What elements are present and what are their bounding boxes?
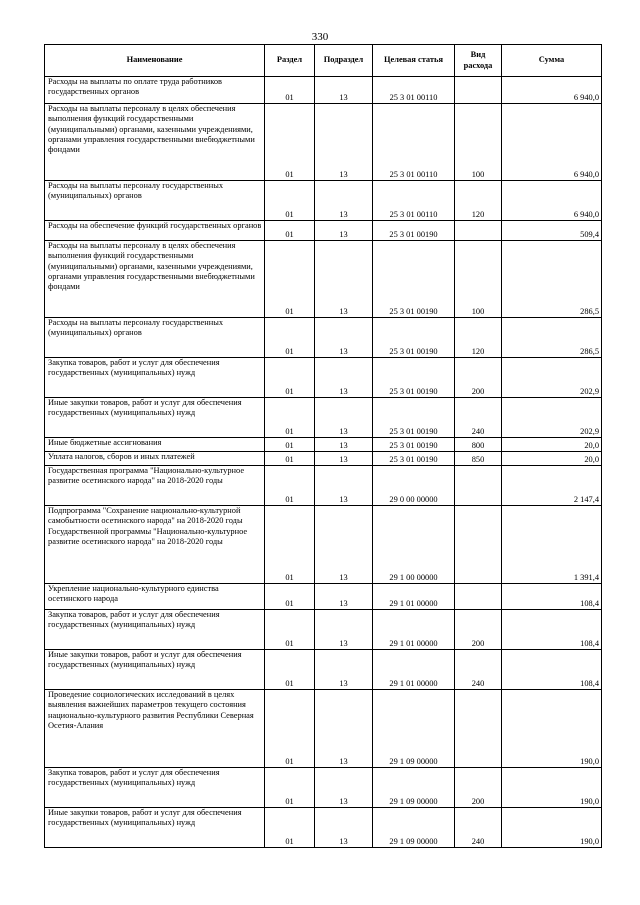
row-name: Расходы на выплаты персоналу государственных (муниципальных) органов [45, 318, 265, 358]
table-row [45, 398, 602, 438]
row-razdel: 01 [265, 466, 315, 506]
row-sum: 6 940,0 [502, 181, 602, 221]
row-target-article: 25 3 01 00190 [373, 452, 455, 466]
row-target-article: 29 1 00 00000 [373, 506, 455, 584]
table-row [45, 452, 602, 466]
row-razdel: 01 [265, 768, 315, 808]
row-name: Иные бюджетные ассигнования [45, 438, 265, 452]
row-expense-type [455, 77, 502, 104]
row-expense-type: 120 [455, 181, 502, 221]
row-name: Расходы на выплаты персоналу государственных (муниципальных) органов [45, 181, 265, 221]
table-row [45, 181, 602, 221]
row-name: Расходы на обеспечение функций государственных органов [45, 221, 265, 241]
row-name: Уплата налогов, сборов и иных платежей [45, 452, 265, 466]
row-sum: 6 940,0 [502, 104, 602, 181]
row-razdel: 01 [265, 610, 315, 650]
row-name: Иные закупки товаров, работ и услуг для обеспечения государственных (муниципальных) нужд [45, 398, 265, 438]
row-sum: 20,0 [502, 452, 602, 466]
table-row [45, 690, 602, 768]
row-podrazdel: 13 [315, 610, 373, 650]
table-row [45, 358, 602, 398]
row-razdel: 01 [265, 584, 315, 610]
row-target-article: 25 3 01 00110 [373, 104, 455, 181]
row-name: Государственная программа "Национально-культурное развитие осетинского народа" на 2018-2020 годы [45, 466, 265, 506]
row-expense-type [455, 506, 502, 584]
header-target-article: Целевая статья [373, 45, 455, 77]
row-name: Укрепление национально-культурного единства осетинского народа [45, 584, 265, 610]
row-expense-type [455, 690, 502, 768]
row-podrazdel: 13 [315, 438, 373, 452]
row-name: Иные закупки товаров, работ и услуг для обеспечения государственных (муниципальных) нужд [45, 650, 265, 690]
row-podrazdel: 13 [315, 358, 373, 398]
row-podrazdel: 13 [315, 318, 373, 358]
table-row [45, 104, 602, 181]
row-target-article: 29 1 01 00000 [373, 650, 455, 690]
row-expense-type: 800 [455, 438, 502, 452]
table-row [45, 610, 602, 650]
table-row [45, 241, 602, 318]
table-row [45, 506, 602, 584]
row-razdel: 01 [265, 690, 315, 768]
row-name: Закупка товаров, работ и услуг для обеспечения государственных (муниципальных) нужд [45, 358, 265, 398]
table-header-row [45, 45, 602, 77]
row-expense-type [455, 584, 502, 610]
row-sum: 202,9 [502, 358, 602, 398]
row-expense-type [455, 466, 502, 506]
row-expense-type: 100 [455, 241, 502, 318]
row-expense-type: 200 [455, 610, 502, 650]
row-target-article: 29 1 01 00000 [373, 610, 455, 650]
row-podrazdel: 13 [315, 221, 373, 241]
row-razdel: 01 [265, 452, 315, 466]
row-target-article: 25 3 01 00190 [373, 438, 455, 452]
row-expense-type: 200 [455, 768, 502, 808]
row-expense-type [455, 221, 502, 241]
table-row [45, 650, 602, 690]
row-target-article: 25 3 01 00190 [373, 398, 455, 438]
row-target-article: 29 1 09 00000 [373, 808, 455, 848]
row-sum: 6 940,0 [502, 77, 602, 104]
header-name: Наименование [45, 45, 265, 77]
row-expense-type: 850 [455, 452, 502, 466]
row-razdel: 01 [265, 221, 315, 241]
row-razdel: 01 [265, 808, 315, 848]
row-podrazdel: 13 [315, 104, 373, 181]
row-target-article: 29 1 09 00000 [373, 768, 455, 808]
row-target-article: 29 1 01 00000 [373, 584, 455, 610]
table-row [45, 318, 602, 358]
row-podrazdel: 13 [315, 241, 373, 318]
table-row [45, 466, 602, 506]
row-target-article: 25 3 01 00190 [373, 221, 455, 241]
row-name: Расходы на выплаты персоналу в целях обеспечения выполнения функций государственными (муниципальными) органами, казенными учреждениями, органами управления государственными внебюджетными фондами [45, 104, 265, 181]
row-sum: 202,9 [502, 398, 602, 438]
page-number: 330 [311, 31, 329, 43]
row-razdel: 01 [265, 358, 315, 398]
row-sum: 286,5 [502, 318, 602, 358]
row-sum: 190,0 [502, 768, 602, 808]
row-target-article: 25 3 01 00190 [373, 318, 455, 358]
row-name: Расходы на выплаты персоналу в целях обеспечения выполнения функций государственными (муниципальными) органами, казенными учреждениями, органами управления государственными внебюджетными фондами [45, 241, 265, 318]
row-sum: 20,0 [502, 438, 602, 452]
row-target-article: 29 0 00 00000 [373, 466, 455, 506]
row-podrazdel: 13 [315, 506, 373, 584]
row-target-article: 29 1 09 00000 [373, 690, 455, 768]
row-name: Закупка товаров, работ и услуг для обеспечения государственных (муниципальных) нужд [45, 610, 265, 650]
row-sum: 190,0 [502, 690, 602, 768]
table-row [45, 438, 602, 452]
row-razdel: 01 [265, 506, 315, 584]
header-razdel: Раздел [265, 45, 315, 77]
row-sum: 509,4 [502, 221, 602, 241]
header-sum: Сумма [502, 45, 602, 77]
row-razdel: 01 [265, 650, 315, 690]
row-razdel: 01 [265, 104, 315, 181]
row-razdel: 01 [265, 438, 315, 452]
row-podrazdel: 13 [315, 808, 373, 848]
row-expense-type: 100 [455, 104, 502, 181]
row-target-article: 25 3 01 00190 [373, 358, 455, 398]
row-name: Расходы на выплаты по оплате труда работников государственных органов [45, 77, 265, 104]
row-razdel: 01 [265, 77, 315, 104]
row-sum: 2 147,4 [502, 466, 602, 506]
row-razdel: 01 [265, 241, 315, 318]
row-name: Проведение социологических исследований в целях выявления важнейших параметров текущего состояния национально-культурного развития Республики Северная Осетия-Алания [45, 690, 265, 768]
row-expense-type: 240 [455, 650, 502, 690]
row-expense-type: 120 [455, 318, 502, 358]
table-row [45, 808, 602, 848]
row-target-article: 25 3 01 00110 [373, 181, 455, 221]
row-podrazdel: 13 [315, 398, 373, 438]
row-target-article: 25 3 01 00110 [373, 77, 455, 104]
row-sum: 190,0 [502, 808, 602, 848]
row-sum: 108,4 [502, 584, 602, 610]
table-row [45, 77, 602, 104]
budget-table [44, 44, 602, 848]
row-podrazdel: 13 [315, 181, 373, 221]
table-row [45, 221, 602, 241]
row-podrazdel: 13 [315, 690, 373, 768]
row-expense-type: 240 [455, 398, 502, 438]
row-razdel: 01 [265, 318, 315, 358]
row-target-article: 25 3 01 00190 [373, 241, 455, 318]
table-row [45, 768, 602, 808]
row-podrazdel: 13 [315, 768, 373, 808]
row-expense-type: 200 [455, 358, 502, 398]
row-podrazdel: 13 [315, 466, 373, 506]
row-podrazdel: 13 [315, 650, 373, 690]
row-razdel: 01 [265, 181, 315, 221]
header-expense-type: Вид расхода [455, 45, 502, 77]
row-podrazdel: 13 [315, 452, 373, 466]
row-expense-type: 240 [455, 808, 502, 848]
row-sum: 108,4 [502, 610, 602, 650]
row-name: Подпрограмма "Сохранение национально-культурной самобытности осетинского народа" на 2018-2020 годы Государственной программы "Национально-культурное развитие осетинского народа" на 2018-2020 годы [45, 506, 265, 584]
row-sum: 286,5 [502, 241, 602, 318]
row-name: Иные закупки товаров, работ и услуг для обеспечения государственных (муниципальных) нужд [45, 808, 265, 848]
row-sum: 1 391,4 [502, 506, 602, 584]
row-podrazdel: 13 [315, 584, 373, 610]
row-razdel: 01 [265, 398, 315, 438]
header-podrazdel: Подраздел [315, 45, 373, 77]
row-sum: 108,4 [502, 650, 602, 690]
row-name: Закупка товаров, работ и услуг для обеспечения государственных (муниципальных) нужд [45, 768, 265, 808]
row-podrazdel: 13 [315, 77, 373, 104]
table-row [45, 584, 602, 610]
